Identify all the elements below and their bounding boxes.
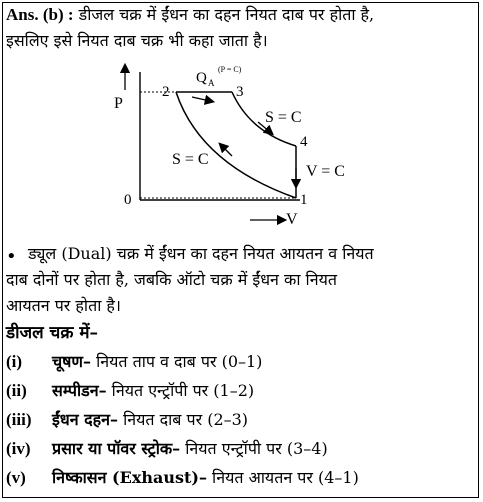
step-desc: नियत एन्ट्रॉपी पर (3–4) [180, 439, 328, 458]
step-number: (v) [6, 468, 26, 487]
step-number: (i) [6, 352, 23, 371]
heat-subscript: A [208, 78, 215, 88]
bullet-icon: • [6, 246, 17, 267]
step-row [6, 381, 254, 401]
step-row [6, 352, 262, 372]
y-axis-label: P [114, 95, 123, 112]
step-term: सम्पीडन– [52, 381, 107, 400]
point-2-label: 2 [162, 84, 170, 100]
step-desc: नियत दाब पर (2–3) [118, 410, 249, 429]
heat-label: Q [196, 70, 207, 86]
step-desc: नियत आयतन पर (4–1) [206, 468, 359, 487]
compression-process-label: S = C [172, 151, 209, 168]
heat-condition: (P = C) [218, 65, 242, 74]
step-number: (iv) [6, 439, 31, 458]
origin-label: 0 [124, 192, 132, 208]
bullet-line-1: ड्यूल (Dual) चक्र में ईंधन का दहन नियत आयतन व नियत [28, 244, 374, 263]
x-axis-label: V [286, 211, 298, 228]
point-3-label: 3 [236, 84, 244, 100]
step-term: चूषण– [52, 352, 91, 371]
const-volume-label: V = C [306, 163, 345, 180]
answer-text-1: डीजल चक्र में ईंधन का दहन नियत दाब पर होता है, [78, 5, 375, 24]
point-4-label: 4 [300, 134, 308, 150]
step-desc: नियत ताप व दाब पर (0–1) [90, 352, 263, 371]
step-term: निष्कासन (Exhaust)– [52, 468, 207, 487]
diesel-heading: डीजल चक्र में– [6, 323, 98, 343]
step-number: (iii) [6, 410, 32, 429]
pv-diagram-svg [100, 60, 380, 240]
answer-line-1 [6, 5, 374, 25]
pv-diagram [100, 60, 380, 240]
step-row [6, 439, 328, 459]
point-1-label: 1 [300, 192, 308, 208]
answer-label: Ans. (b) : [6, 5, 74, 24]
expansion-process-label: S = C [265, 109, 302, 126]
answer-line-2: इसलिए इसे नियत दाब चक्र भी कहा जाता है। [6, 31, 268, 50]
step-desc: नियत एन्ट्रॉपी पर (1–2) [106, 381, 255, 400]
process-1-2-curve [176, 92, 296, 198]
compression-arrow [222, 146, 232, 156]
step-number: (ii) [6, 381, 27, 400]
step-row [6, 468, 359, 488]
step-row [6, 410, 248, 430]
heat-arrow [192, 97, 210, 101]
bullet-line-2: दाब दोनों पर होता है, जबकि ऑटो चक्र में ईंधन का नियत [6, 270, 337, 289]
step-term: ईंधन दहन– [52, 410, 119, 429]
bullet-line-3: आयतन पर होता है। [6, 296, 121, 315]
step-term: प्रसार या पॉवर स्ट्रोक– [52, 439, 181, 458]
